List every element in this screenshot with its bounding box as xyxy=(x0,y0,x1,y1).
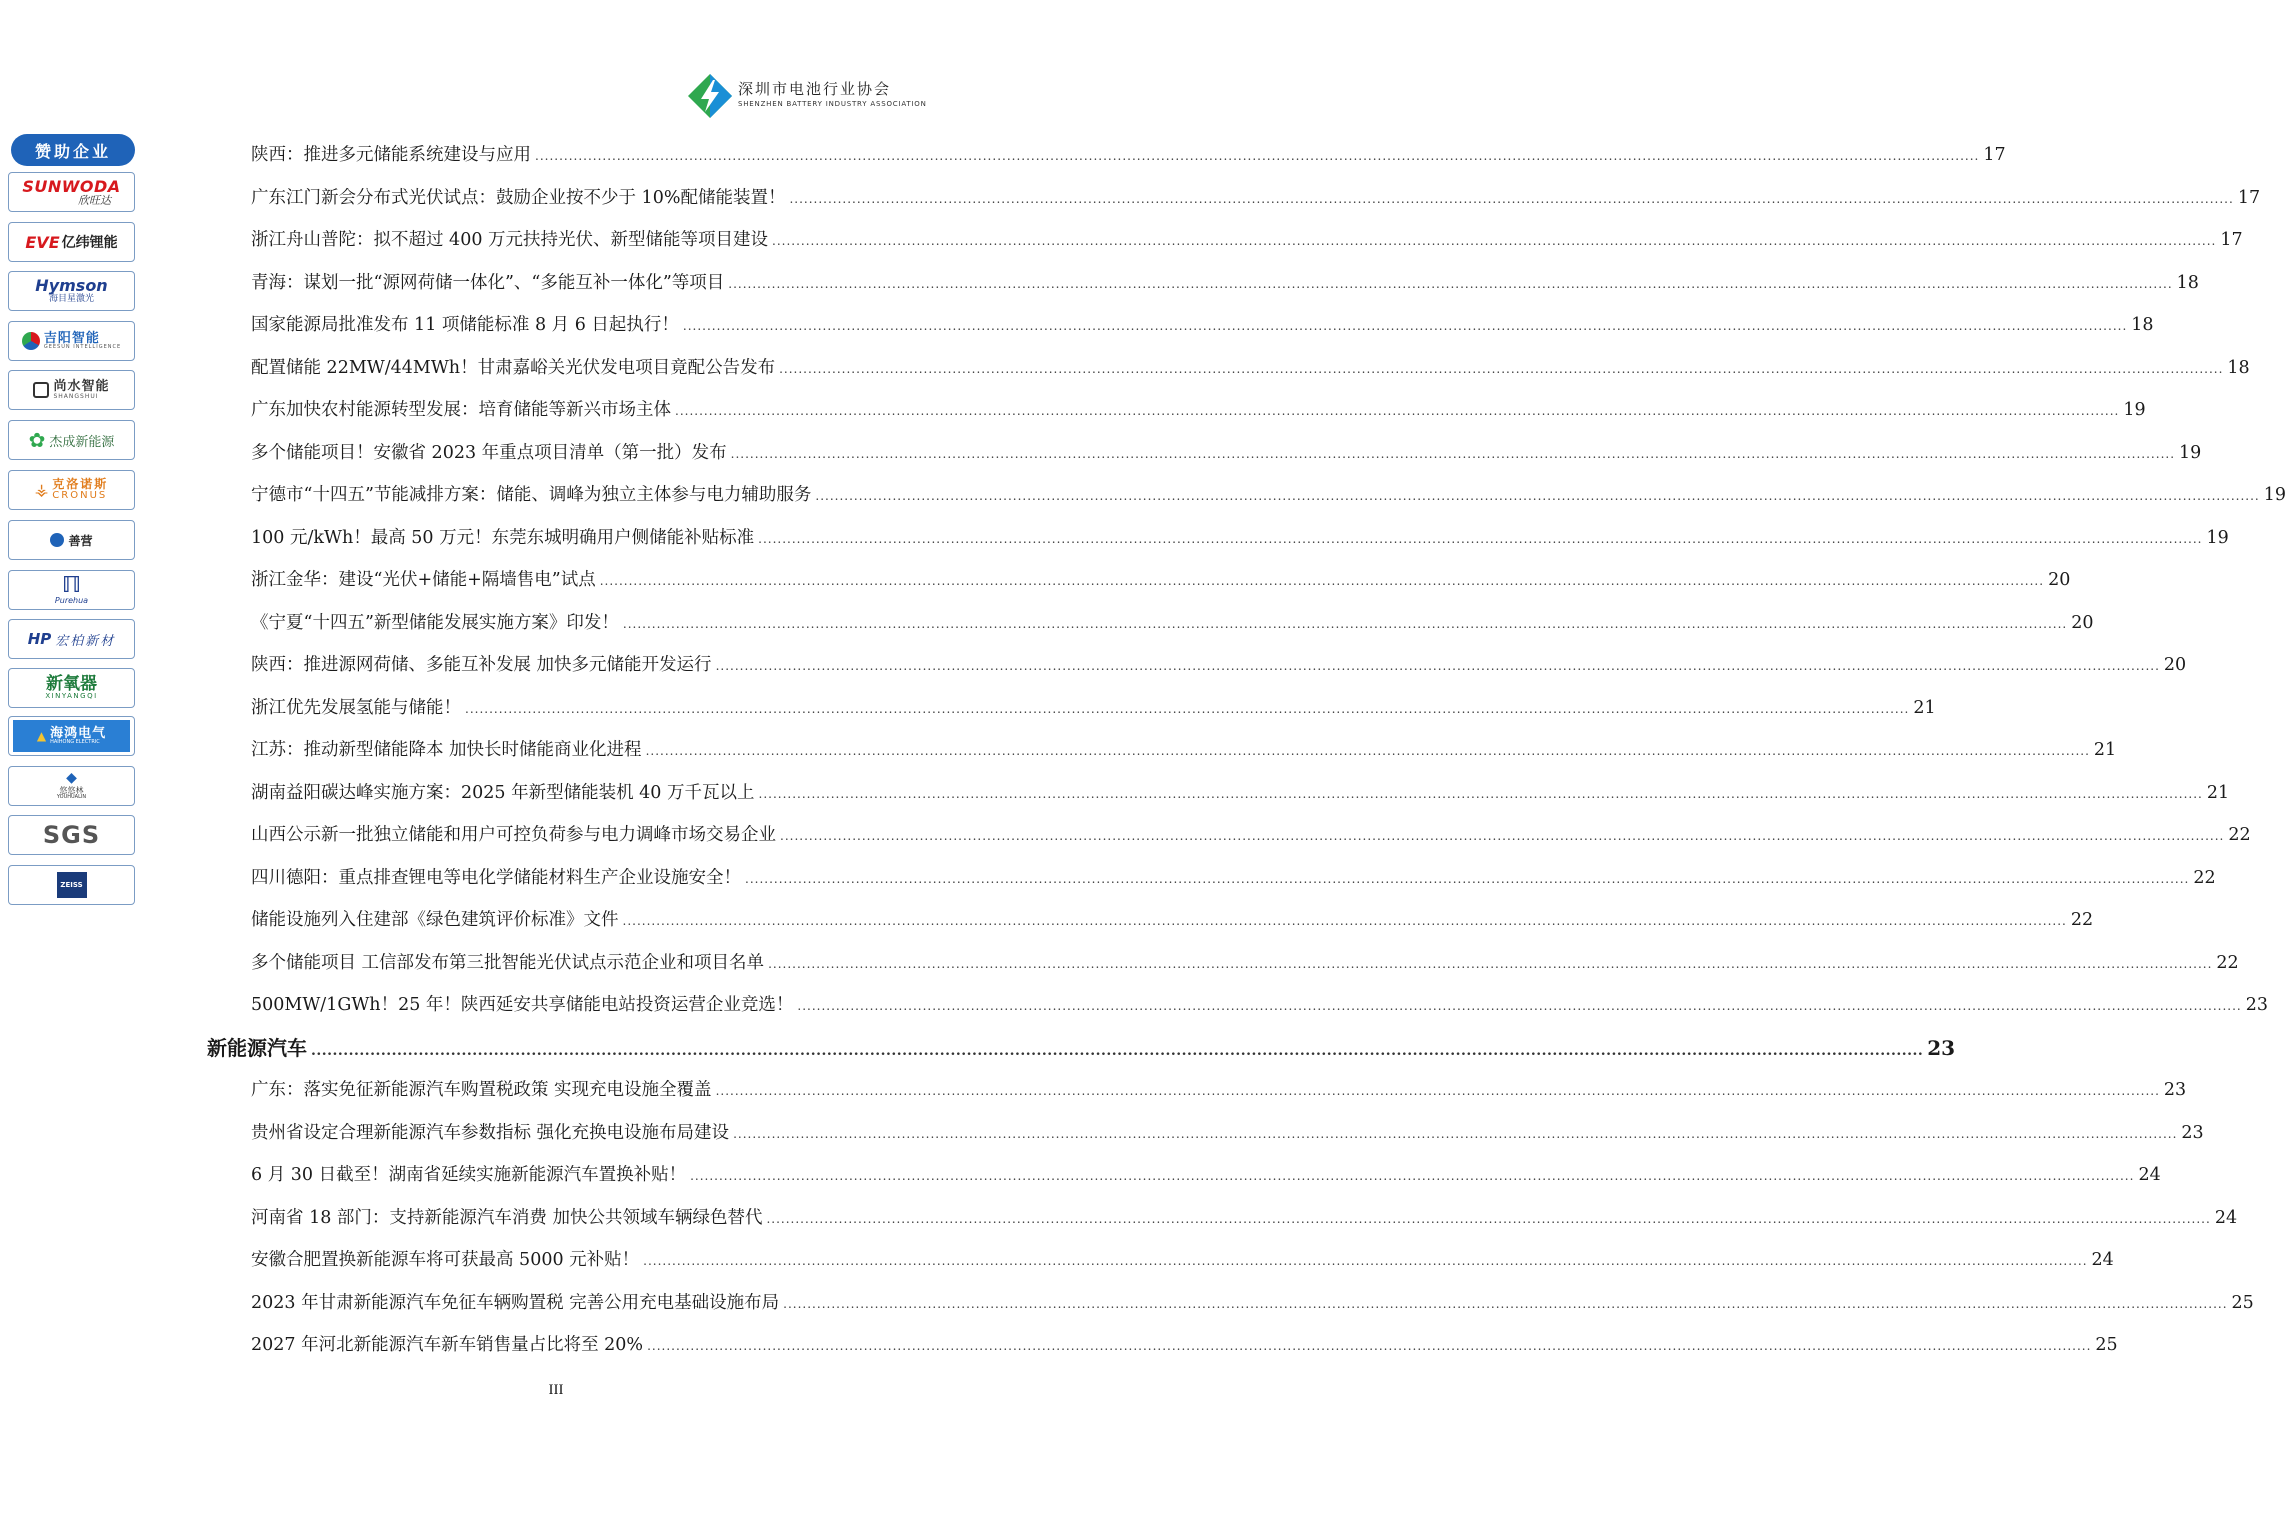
toc-leader-dots: ............................................................................................................................................................................................................................................................................................................ xyxy=(647,1339,2092,1353)
sponsor-sub: SHANGSHUI xyxy=(53,392,99,400)
toc-leader-dots: ............................................................................................................................................................................................................................................................................................................ xyxy=(768,956,2213,971)
toc-entry-title: 湖南益阳碳达峰实施方案：2025 年新型储能装机 40 万千瓦以上 xyxy=(251,782,755,803)
sponsor-sub: XINYANGQI xyxy=(45,692,98,700)
sponsor-title: 赞助企业 xyxy=(11,134,135,166)
toc-entry-title: 浙江优先发展氢能与储能！ xyxy=(251,697,461,718)
sponsor-logo-hongbai[interactable] xyxy=(8,619,135,659)
toc-entry-page: 22 xyxy=(2193,867,2216,888)
toc-entry-page: 19 xyxy=(2263,485,2286,505)
toc-entry[interactable] xyxy=(251,311,2154,335)
toc-entry-title: 青海：谋划一批“源网荷储一体化”、“多能互补一体化”等项目 xyxy=(251,272,725,293)
toc-entry-title: 广东加快农村能源转型发展：培育储能等新兴市场主体 xyxy=(251,400,671,420)
toc-leader-dots: ............................................................................................................................................................................................................................................................................................................ xyxy=(783,1296,2228,1311)
toc-entry-title: 陕西：推进多元储能系统建设与应用 xyxy=(251,145,531,165)
toc-leader-dots: ............................................................................................................................................................................................................................................................................................................ xyxy=(622,616,2068,631)
toc-entry-title: 四川德阳：重点排查锂电等电化学储能材料生产企业设施安全！ xyxy=(251,867,741,888)
sponsor-sub: 欣旺达 xyxy=(78,193,111,207)
toc-leader-dots: ............................................................................................................................................................................................................................................................................................................ xyxy=(780,829,2225,843)
toc-entry-title: 广东：落实免征新能源汽车购置税政策 实现充电设施全覆盖 xyxy=(251,1080,712,1100)
toc-entry-page: 18 xyxy=(2131,315,2154,335)
sponsor-logo-cronus[interactable] xyxy=(8,470,135,510)
toc-leader-dots: ............................................................................................................................................................................................................................................................................................................ xyxy=(311,1042,1924,1059)
toc-entry-page: 23 xyxy=(1927,1035,1956,1060)
geesun-mark-icon xyxy=(22,332,40,350)
toc-entry-title: 多个储能项目！安徽省 2023 年重点项目清单（第一批）发布 xyxy=(251,442,727,463)
toc-entry-title: 江苏：推动新型储能降本 加快长时储能商业化进程 xyxy=(251,740,642,760)
sponsor-name: SUNWODA xyxy=(22,176,121,196)
toc-leader-dots: ............................................................................................................................................................................................................................................................................................................ xyxy=(675,404,2120,418)
toc-entry[interactable] xyxy=(251,694,1936,718)
sponsor-logo-purehua[interactable] xyxy=(8,570,135,610)
toc-leader-dots: ............................................................................................................................................................................................................................................................................................................ xyxy=(715,1084,2160,1098)
toc-leader-dots: ............................................................................................................................................................................................................................................................................................................ xyxy=(682,319,2128,333)
toc-entry-page: 23 xyxy=(2245,995,2269,1015)
youhualin-mark-icon: ◆ xyxy=(66,770,77,787)
toc-entry-title: 浙江金华：建设“光伏+储能+隔墙售电”试点 xyxy=(251,570,596,590)
sponsor-logo-sunwoda[interactable] xyxy=(8,172,135,212)
toc-leader-dots: ............................................................................................................................................................................................................................................................................................................ xyxy=(772,234,2217,248)
sponsor-name: 海鸿电气 xyxy=(50,725,107,741)
toc-entry-page: 22 xyxy=(2228,825,2251,845)
toc-entry[interactable] xyxy=(251,184,2261,208)
toc-entry[interactable] xyxy=(251,439,2202,463)
sponsor-name: 杰成新能源 xyxy=(49,434,115,450)
sponsor-sub: 亿纬锂能 xyxy=(61,235,118,251)
toc-entry-title: 500MW/1GWh！25 年！陕西延安共享储能电站投资运营企业竞选！ xyxy=(251,995,794,1015)
sponsor-name: Hymson xyxy=(35,276,108,295)
toc-entry-title: 新能源汽车 xyxy=(207,1035,307,1060)
toc-entry[interactable] xyxy=(251,226,2243,250)
zeiss-badge xyxy=(57,872,87,898)
sponsor-logo-zeiss[interactable] xyxy=(8,865,135,905)
toc-entry[interactable] xyxy=(251,949,2239,973)
toc-leader-dots: ............................................................................................................................................................................................................................................................................................................ xyxy=(643,1254,2088,1268)
sponsor-logo-geesun[interactable] xyxy=(8,321,135,361)
toc-entry-page: 21 xyxy=(1913,697,1936,718)
sponsor-logo-hymson[interactable] xyxy=(8,271,135,311)
toc-leader-dots: ............................................................................................................................................................................................................................................................................................................ xyxy=(815,489,2260,503)
toc-entry-page: 19 xyxy=(2206,527,2229,548)
toc-entry-page: 22 xyxy=(2216,952,2239,973)
toc-leader-dots: ............................................................................................................................................................................................................................................................................................................ xyxy=(733,1126,2178,1141)
sponsor-sub: YOUHUALIN xyxy=(56,794,87,801)
association-emblem-icon xyxy=(686,72,734,120)
toc-entry-page: 22 xyxy=(2070,910,2094,930)
toc-leader-dots: ............................................................................................................................................................................................................................................................................................................ xyxy=(758,531,2203,546)
toc-leader-dots: ............................................................................................................................................................................................................................................................................................................ xyxy=(599,574,2045,588)
toc-entry[interactable] xyxy=(251,354,2250,378)
toc-entry[interactable] xyxy=(251,1204,2238,1228)
toc-entry[interactable] xyxy=(251,1289,2254,1313)
sponsor-name: 克洛诺斯 xyxy=(52,477,109,492)
toc-entry[interactable] xyxy=(251,651,2187,675)
sponsor-name: EVE xyxy=(25,232,60,252)
toc-leader-dots: ............................................................................................................................................................................................................................................................................................................ xyxy=(779,361,2224,376)
toc-leader-dots: ............................................................................................................................................................................................................................................................................................................ xyxy=(535,149,1980,163)
leaf-swirl-icon: ✿ xyxy=(28,428,46,452)
sponsor-logo-jiecheng[interactable] xyxy=(8,420,135,460)
sponsor-logo-youhualin[interactable] xyxy=(8,766,135,806)
sponsor-name: 新氧器 xyxy=(46,674,97,694)
toc-entry[interactable] xyxy=(251,1076,2187,1100)
toc-entry[interactable] xyxy=(251,736,2117,760)
toc-entry-title: 2023 年甘肃新能源汽车免征车辆购置税 完善公用充电基础设施布局 xyxy=(251,1292,780,1313)
hp-mark-icon: HP xyxy=(27,630,52,648)
toc-entry-page: 24 xyxy=(2138,1165,2161,1185)
toc-entry[interactable] xyxy=(251,821,2251,845)
toc-entry-title: 宁德市“十四五”节能减排方案：储能、调峰为独立主体参与电力辅助服务 xyxy=(251,485,812,505)
toc-entry[interactable] xyxy=(251,1331,2118,1355)
toc-entry[interactable] xyxy=(251,1161,2161,1185)
sponsor-name: 吉阳智能 xyxy=(43,330,100,346)
toc-entry[interactable] xyxy=(251,1246,2114,1270)
toc-entry-title: 陕西：推进源网荷储、多能互补发展 加快多元储能开发运行 xyxy=(251,655,712,675)
toc-entry[interactable] xyxy=(251,991,2269,1015)
association-name-en: SHENZHEN BATTERY INDUSTRY ASSOCIATION xyxy=(738,100,927,108)
toc-entry-page: 19 xyxy=(2179,442,2202,463)
toc-leader-dots: ............................................................................................................................................................................................................................................................................................................ xyxy=(766,1211,2211,1226)
toc-entry-page: 21 xyxy=(2206,782,2230,803)
toc-entry[interactable] xyxy=(251,524,2229,548)
toc-entry-title: 浙江舟山普陀：拟不超过 400 万元扶持光伏、新型储能等项目建设 xyxy=(251,230,769,250)
toc-entry[interactable] xyxy=(251,396,2146,420)
sponsor-name: 尚水智能 xyxy=(53,379,110,395)
sponsor-name: 善营 xyxy=(68,533,93,548)
toc-leader-dots: ............................................................................................................................................................................................................................................................................................................ xyxy=(715,659,2160,673)
purehua-mark-icon: ℿ xyxy=(62,573,81,598)
toc-entry-title: 6 月 30 日截至！湖南省延续实施新能源汽车置换补贴！ xyxy=(251,1165,687,1185)
toc-entry-title: 贵州省设定合理新能源汽车参数指标 强化充换电设施布局建设 xyxy=(251,1122,730,1143)
toc-entry-title: 配置储能 22MW/44MWh！甘肃嘉峪关光伏发电项目竟配公告发布 xyxy=(251,357,776,378)
toc-entry-page: 23 xyxy=(2163,1080,2187,1100)
toc-entry-title: 国家能源局批准发布 11 项储能标准 8 月 6 日起执行！ xyxy=(251,315,679,335)
toc-entry-page: 25 xyxy=(2231,1292,2254,1313)
toc-leader-dots: ............................................................................................................................................................................................................................................................................................................ xyxy=(622,914,2067,928)
sponsor-sub: GEESUN INTELLIGENCE xyxy=(43,344,122,351)
toc-entry-title: 多个储能项目 工信部发布第三批智能光伏试点示范企业和项目名单 xyxy=(251,952,765,973)
sponsor-logo-haihong[interactable] xyxy=(8,716,135,756)
toc-entry-page: 21 xyxy=(2093,740,2117,760)
toc-entry-title: 山西公示新一批独立储能和用户可控负荷参与电力调峰市场交易企业 xyxy=(251,825,776,845)
toc-entry-title: 100 元/kWh！最高 50 万元！东莞东城明确用户侧储能补贴标准 xyxy=(251,527,755,548)
toc-leader-dots: ............................................................................................................................................................................................................................................................................................................ xyxy=(758,786,2203,801)
toc-section-heading[interactable] xyxy=(207,1032,1956,1060)
toc-entry[interactable] xyxy=(251,269,2199,293)
sponsor-name: Purehua xyxy=(54,596,89,605)
sponsor-name: 宏柏新材 xyxy=(55,633,116,649)
shangshui-mark-icon xyxy=(33,382,49,398)
toc-leader-dots: ............................................................................................................................................................................................................................................................................................................ xyxy=(645,744,2090,758)
toc-entry[interactable] xyxy=(251,906,2094,930)
sponsor-sub: 海目星激光 xyxy=(48,294,94,304)
toc-entry-title: 2027 年河北新能源汽车新车销售量占比将至 20% xyxy=(251,1335,644,1355)
toc-entry-title: 河南省 18 部门：支持新能源汽车消费 加快公共领域车辆绿色替代 xyxy=(251,1207,763,1228)
sponsor-name: SGS xyxy=(42,821,101,849)
sponsor-name: 悠悠林 xyxy=(59,785,84,795)
toc-leader-dots: ............................................................................................................................................................................................................................................................................................................ xyxy=(730,446,2176,461)
toc-entry-page: 23 xyxy=(2181,1122,2204,1143)
toc-leader-dots: ............................................................................................................................................................................................................................................................................................................ xyxy=(465,701,1910,716)
toc-leader-dots: ............................................................................................................................................................................................................................................................................................................ xyxy=(690,1169,2135,1183)
cronus-mark-icon: ⚶ xyxy=(34,480,49,499)
toc-entry-page: 20 xyxy=(2163,655,2187,675)
toc-entry-page: 19 xyxy=(2123,400,2146,420)
toc-entry[interactable] xyxy=(251,864,2216,888)
toc-entry-page: 18 xyxy=(2227,357,2250,378)
toc-leader-dots: ............................................................................................................................................................................................................................................................................................................ xyxy=(728,276,2173,291)
toc-entry[interactable] xyxy=(251,609,2094,633)
association-logo xyxy=(686,72,927,122)
sponsor-logo-sgs[interactable] xyxy=(8,815,135,855)
toc-entry[interactable] xyxy=(251,779,2230,803)
toc-leader-dots: ............................................................................................................................................................................................................................................................................................................ xyxy=(745,871,2190,886)
toc-leader-dots: ............................................................................................................................................................................................................................................................................................................ xyxy=(797,999,2242,1013)
toc-entry[interactable] xyxy=(251,1119,2204,1143)
sponsor-logo-shangshui[interactable] xyxy=(8,370,135,410)
toc-entry-page: 20 xyxy=(2048,570,2071,590)
toc-entry-page: 17 xyxy=(1983,145,2006,165)
sponsor-logo-xinyangqi[interactable] xyxy=(8,668,135,708)
toc-entry-page: 20 xyxy=(2071,612,2094,633)
sponsor-sub: HAIHONG ELECTRIC xyxy=(50,739,100,746)
toc-entry-title: 广东江门新会分布式光伏试点：鼓励企业按不少于 10%配储能装置！ xyxy=(251,187,786,208)
toc-entry-page: 17 xyxy=(2220,230,2243,250)
toc-entry[interactable] xyxy=(251,481,2286,505)
toc-entry[interactable] xyxy=(251,141,2006,165)
toc-entry-page: 18 xyxy=(2176,272,2199,293)
toc-entry-title: 储能设施列入住建部《绿色建筑评价标准》文件 xyxy=(251,910,619,930)
toc-leader-dots: ............................................................................................................................................................................................................................................................................................................ xyxy=(789,191,2234,206)
toc-entry-title: 安徽合肥置换新能源车将可获最高 5000 元补贴！ xyxy=(251,1250,640,1270)
sponsor-logo-shanying[interactable] xyxy=(8,520,135,560)
sponsor-logo-eve[interactable] xyxy=(8,222,135,262)
haihong-banner xyxy=(13,720,130,752)
toc-entry-page: 24 xyxy=(2091,1250,2114,1270)
toc-entry-page: 24 xyxy=(2214,1207,2238,1228)
page-number: III xyxy=(548,1382,564,1398)
toc-entry-title: 《宁夏“十四五”新型储能发展实施方案》印发！ xyxy=(251,612,619,633)
shanying-mark-icon xyxy=(50,533,64,547)
sponsor-name: ZEISS xyxy=(60,881,83,889)
association-name-cn: 深圳市电池行业协会 xyxy=(738,80,892,98)
toc-entry[interactable] xyxy=(251,566,2071,590)
haihong-mark-icon: ▲ xyxy=(36,729,47,743)
toc-entry-page: 25 xyxy=(2095,1335,2118,1355)
sponsor-sub: CRONUS xyxy=(52,490,108,502)
toc-entry-page: 17 xyxy=(2237,187,2261,208)
